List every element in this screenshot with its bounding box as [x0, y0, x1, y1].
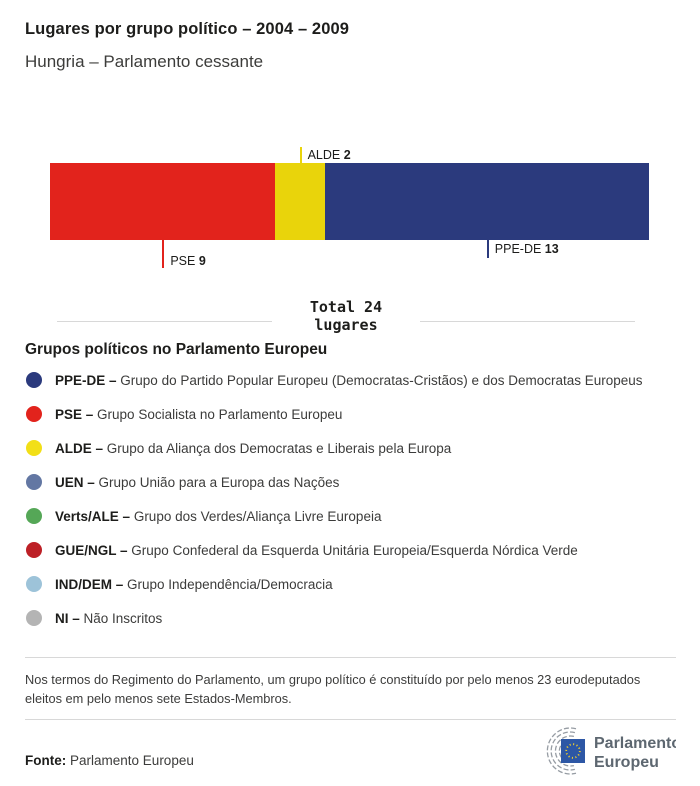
bar-segment-alde: [275, 163, 325, 240]
stacked-bar: [50, 163, 649, 240]
parlamento-europeu-logo: [524, 726, 676, 781]
legend-row-pse: [25, 397, 676, 431]
callout-tick: [300, 147, 302, 163]
source-line: [25, 753, 194, 768]
legend-desc: Grupo Confederal da Esquerda Unitária Europeia/Esquerda Nórdica Verde: [131, 542, 578, 558]
legend-row-uen: [25, 465, 676, 499]
alde-dot-icon: [26, 440, 42, 456]
footer: [25, 720, 676, 781]
callout-label: PPE-DE 13: [494, 242, 559, 256]
callout-tick: [162, 240, 164, 268]
uen-dot-icon: [26, 474, 42, 490]
gue-ngl-dot-icon: [26, 542, 42, 558]
total-line1: Total 24: [309, 298, 383, 316]
legend-abbr: PPE-DE –: [55, 372, 117, 388]
source-value: Parlamento Europeu: [70, 753, 194, 768]
total-divider: [25, 298, 676, 334]
legend-desc: Grupo Independência/Democracia: [127, 576, 333, 592]
page-title: Lugares por grupo político – 2004 – 2009: [25, 20, 350, 38]
legend-abbr: UEN –: [55, 474, 95, 490]
ppe-de-dot-icon: [26, 372, 42, 388]
legend-row-ppe-de: [25, 363, 676, 397]
bar-segment-pse: [50, 163, 275, 240]
bar-callout-ppe-de: [487, 240, 559, 258]
callout-label: ALDE 2: [307, 148, 351, 162]
logo-text-line2: Europeu: [594, 754, 659, 771]
total-seats-label: [310, 298, 382, 334]
legend-desc: Grupo Socialista no Parlamento Europeu: [97, 406, 343, 422]
legend-row-verts-ale: [25, 499, 676, 533]
bar-callout-alde: [300, 147, 351, 163]
source-label: Fonte:: [25, 753, 67, 768]
total-line2: lugares: [314, 316, 378, 334]
page-subtitle: Hungria – Parlamento cessante: [25, 52, 264, 71]
legend-abbr: PSE –: [55, 406, 94, 422]
legend-desc: Grupo da Aliança dos Democratas e Liberais pela Europa: [106, 440, 452, 456]
logo-text-line1: Parlamento: [594, 735, 676, 752]
legend-row-alde: [25, 431, 676, 465]
pse-dot-icon: [26, 406, 42, 422]
seats-chart: [25, 90, 676, 280]
footnote: Nos termos do Regimento do Parlamento, um grupo político é constituído por pelo menos 23 eurodeputados eleitos em pelo menos sete Estados-Membros.: [25, 672, 641, 706]
legend-heading: Grupos políticos no Parlamento Europeu: [25, 341, 328, 358]
bar-segment-ppe-de: [325, 163, 649, 240]
legend-desc: Grupo União para a Europa das Nações: [98, 474, 340, 490]
european-parliament-hemicycle-icon: [524, 726, 676, 776]
legend-abbr: ALDE –: [55, 440, 104, 456]
callout-label: PSE 9: [170, 254, 206, 268]
legend-abbr: Verts/ALE –: [55, 508, 131, 524]
bar-callout-pse: [162, 240, 205, 268]
legend-row-ind-dem: [25, 567, 676, 601]
ind-dem-dot-icon: [26, 576, 42, 592]
note-divider-top: [25, 657, 676, 658]
legend-desc: Não Inscritos: [83, 610, 163, 626]
divider-line-right: [420, 321, 635, 322]
legend-row-ni: [25, 601, 676, 635]
legend-desc: Grupo dos Verdes/Aliança Livre Europeia: [133, 508, 382, 524]
callout-tick: [487, 240, 489, 258]
legend-row-gue-ngl: [25, 533, 676, 567]
ni-dot-icon: [26, 610, 42, 626]
verts-ale-dot-icon: [26, 508, 42, 524]
legend-abbr: IND/DEM –: [55, 576, 124, 592]
legend-abbr: GUE/NGL –: [55, 542, 128, 558]
legend-desc: Grupo do Partido Popular Europeu (Democratas-Cristãos) e dos Democratas Europeus: [120, 372, 643, 388]
legend-list: [25, 363, 676, 635]
legend-abbr: NI –: [55, 610, 80, 626]
divider-line-left: [57, 321, 272, 322]
